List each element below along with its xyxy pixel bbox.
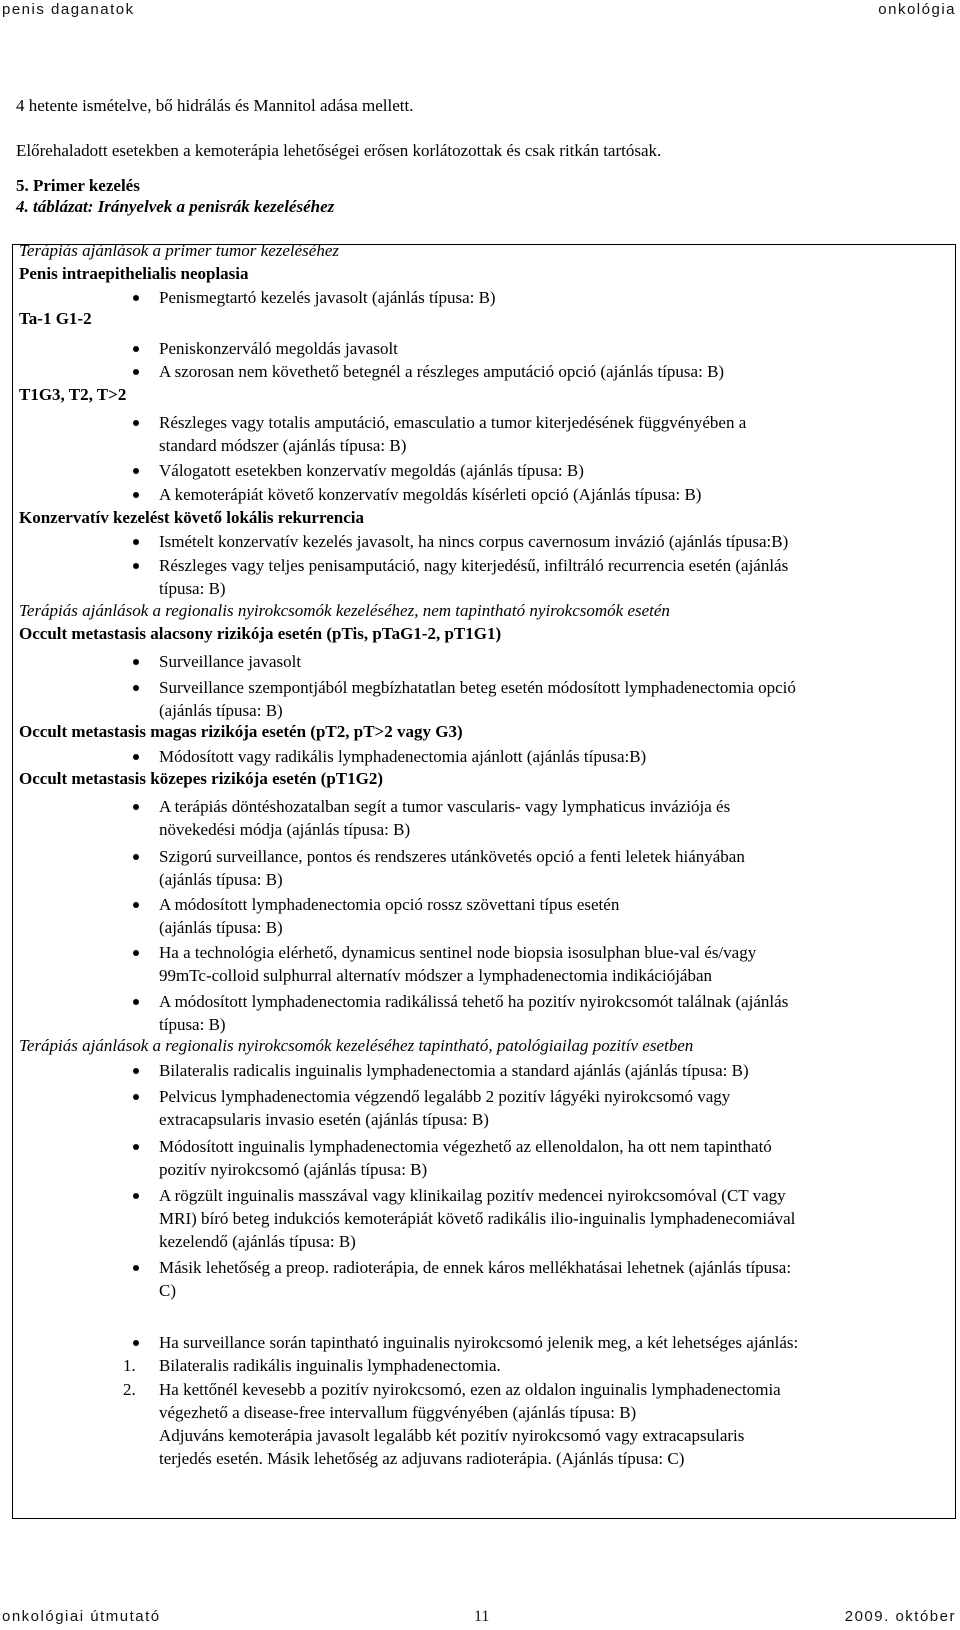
category-heading: Penis intraepithelialis neoplasia — [19, 264, 249, 283]
bullet-icon — [133, 659, 139, 665]
list-item: Surveillance javasolt — [159, 650, 947, 673]
intro-paragraph-1: 4 hetente ismételve, bő hidrálás és Mannitol adása mellett. — [16, 96, 414, 115]
bullet-icon — [133, 1340, 139, 1346]
subsection-title-primary: Terápiás ajánlások a primer tumor kezeléséhez — [19, 241, 339, 260]
bullet-icon — [133, 804, 139, 810]
list-item: Részleges vagy totalis amputáció, emasculatio a tumor kiterjedésének függvényében a standard módszer (ajánlás típusa: B) — [159, 411, 947, 457]
bullet-icon — [133, 420, 139, 426]
running-header — [0, 0, 960, 20]
category-heading: Ta-1 G1-2 — [19, 309, 92, 328]
bullet-icon — [133, 902, 139, 908]
list-item: Ismételt konzervatív kezelés javasolt, ha nincs corpus cavernosum invázió (ajánlás típusa:B) — [159, 530, 947, 553]
list-item: A terápiás döntéshozatalban segít a tumor vascularis- vagy lymphaticus inváziója és növekedési módja (ajánlás típusa: B) — [159, 795, 947, 841]
bullet-icon — [133, 369, 139, 375]
numbered-item: 2. Ha kettőnél kevesebb a pozitív nyirokcsomó, ezen az oldalon inguinalis lymphadenectomia végezhető a disease-free intervallum függvényében (ajánlás típusa: B) Adjuváns kemoterápia javasolt legalább két pozitív nyirokcsomó vagy extracapsularis terjedés esetén. Másik lehetőség az adjuvans radioterápia. (Ajánlás típusa: C) — [123, 1380, 781, 1468]
list-item: Bilateralis radicalis inguinalis lymphadenectomia a standard ajánlás (ajánlás típusa: B) — [159, 1059, 947, 1082]
list-item: A szorosan nem követhető betegnél a részleges amputáció opció (ajánlás típusa: B) — [159, 360, 947, 383]
list-item: A kemoterápiát követő konzervatív megoldás kísérleti opció (Ajánlás típusa: B) — [159, 483, 947, 506]
bullet-icon — [133, 492, 139, 498]
footer-date: 2009. október — [844, 1608, 956, 1625]
list-item: Módosított vagy radikális lymphadenectomia ajánlott (ajánlás típusa:B) — [159, 745, 947, 768]
list-item: A módosított lymphadenectomia opció rossz szövettani típus esetén (ajánlás típusa: B) — [159, 893, 947, 939]
header-section-title: penis daganatok — [2, 1, 135, 18]
table-caption: 4. táblázat: Irányelvek a penisrák kezeléséhez — [16, 197, 335, 216]
bullet-icon — [133, 1068, 139, 1074]
bullet-icon — [133, 1144, 139, 1150]
list-item: A rögzült inguinalis masszával vagy klinikailag pozitív medencei nyirokcsomóval (CT vagy MRI) bíró beteg indukciós kemoterápiát követő radikális ilio-inguinalis lymphadenecomiával kezelendő (ajánlás típusa: B) — [159, 1184, 947, 1253]
bullet-icon — [133, 563, 139, 569]
bullet-icon — [133, 685, 139, 691]
list-item: Ha a technológia elérhető, dynamicus sentinel node biopsia isosulphan blue-val és/vagy 99mTc-colloid sulphurral alternatív módszer a lymphadenectomia indikációjában — [159, 941, 947, 987]
category-heading: Konzervatív kezelést követő lokális rekurrencia — [19, 508, 364, 527]
bullet-icon — [133, 1193, 139, 1199]
list-item: Válogatott esetekben konzervatív megoldás (ajánlás típusa: B) — [159, 459, 947, 482]
category-heading: Occult metastasis magas rizikója esetén (pT2, pT>2 vagy G3) — [19, 722, 463, 741]
list-item: Részleges vagy teljes penisamputáció, nagy kiterjedésű, infiltráló recurrencia esetén (ajánlás típusa: B) — [159, 554, 947, 600]
bullet-icon — [133, 950, 139, 956]
category-heading: T1G3, T2, T>2 — [19, 385, 127, 404]
list-item: Másik lehetőség a preop. radioterápia, de ennek káros mellékhatásai lehetnek (ajánlás típusa: C) — [159, 1256, 947, 1302]
numbered-item: 1. Bilateralis radikális inguinalis lymphadenectomia. — [123, 1356, 501, 1375]
bullet-icon — [133, 1094, 139, 1100]
guideline-table — [12, 241, 956, 1519]
running-footer — [0, 1608, 960, 1628]
header-discipline: onkológia — [878, 1, 956, 18]
subsection-title-nonpalpable: Terápiás ajánlások a regionalis nyirokcsomók kezeléséhez, nem tapintható nyirokcsomók esetén — [19, 601, 670, 620]
bullet-icon — [133, 999, 139, 1005]
list-item: Módosított inguinalis lymphadenectomia végezhető az ellenoldalon, ha ott nem tapintható pozitív nyirokcsomó (ajánlás típusa: B) — [159, 1135, 947, 1181]
intro-paragraph-2: Előrehaladott esetekben a kemoterápia lehetőségei erősen korlátozottak és csak ritkán tartósak. — [16, 141, 662, 160]
list-item: Surveillance szempontjából megbízhatatlan beteg esetén módosított lymphadenectomia opció (ajánlás típusa: B) — [159, 676, 947, 722]
category-heading: Occult metastasis alacsony rizikója esetén (pTis, pTaG1-2, pT1G1) — [19, 624, 502, 643]
bullet-icon — [133, 539, 139, 545]
list-item: A módosított lymphadenectomia radikálissá tehető ha pozitív nyirokcsomót találnak (ajánlás típusa: B) — [159, 990, 947, 1036]
subsection-title-palpable: Terápiás ajánlások a regionalis nyirokcsomók kezeléséhez tapintható, patológiailag pozitív esetben — [19, 1036, 694, 1055]
bullet-icon — [133, 854, 139, 860]
category-heading: Occult metastasis közepes rizikója esetén (pT1G2) — [19, 769, 384, 788]
page-number: 11 — [474, 1608, 490, 1625]
list-item: Peniskonzerváló megoldás javasolt — [159, 337, 947, 360]
bullet-icon — [133, 346, 139, 352]
bullet-icon — [133, 754, 139, 760]
bullet-icon — [133, 1265, 139, 1271]
footer-publication: onkológiai útmutató — [2, 1608, 161, 1625]
bullet-icon — [133, 468, 139, 474]
bullet-icon — [133, 295, 139, 301]
list-item: Szigorú surveillance, pontos és rendszeres utánkövetés opció a fenti leletek hiányában (ajánlás típusa: B) — [159, 845, 947, 891]
list-item: Penismegtartó kezelés javasolt (ajánlás típusa: B) — [159, 286, 947, 309]
section-heading: 5. Primer kezelés — [16, 176, 140, 195]
list-item: Ha surveillance során tapintható inguinalis nyirokcsomó jelenik meg, a két lehetséges ajánlás: — [159, 1331, 947, 1354]
list-item: Pelvicus lymphadenectomia végzendő legalább 2 pozitív lágyéki nyirokcsomó vagy extracapsularis invasio esetén (ajánlás típusa: B) — [159, 1085, 947, 1131]
